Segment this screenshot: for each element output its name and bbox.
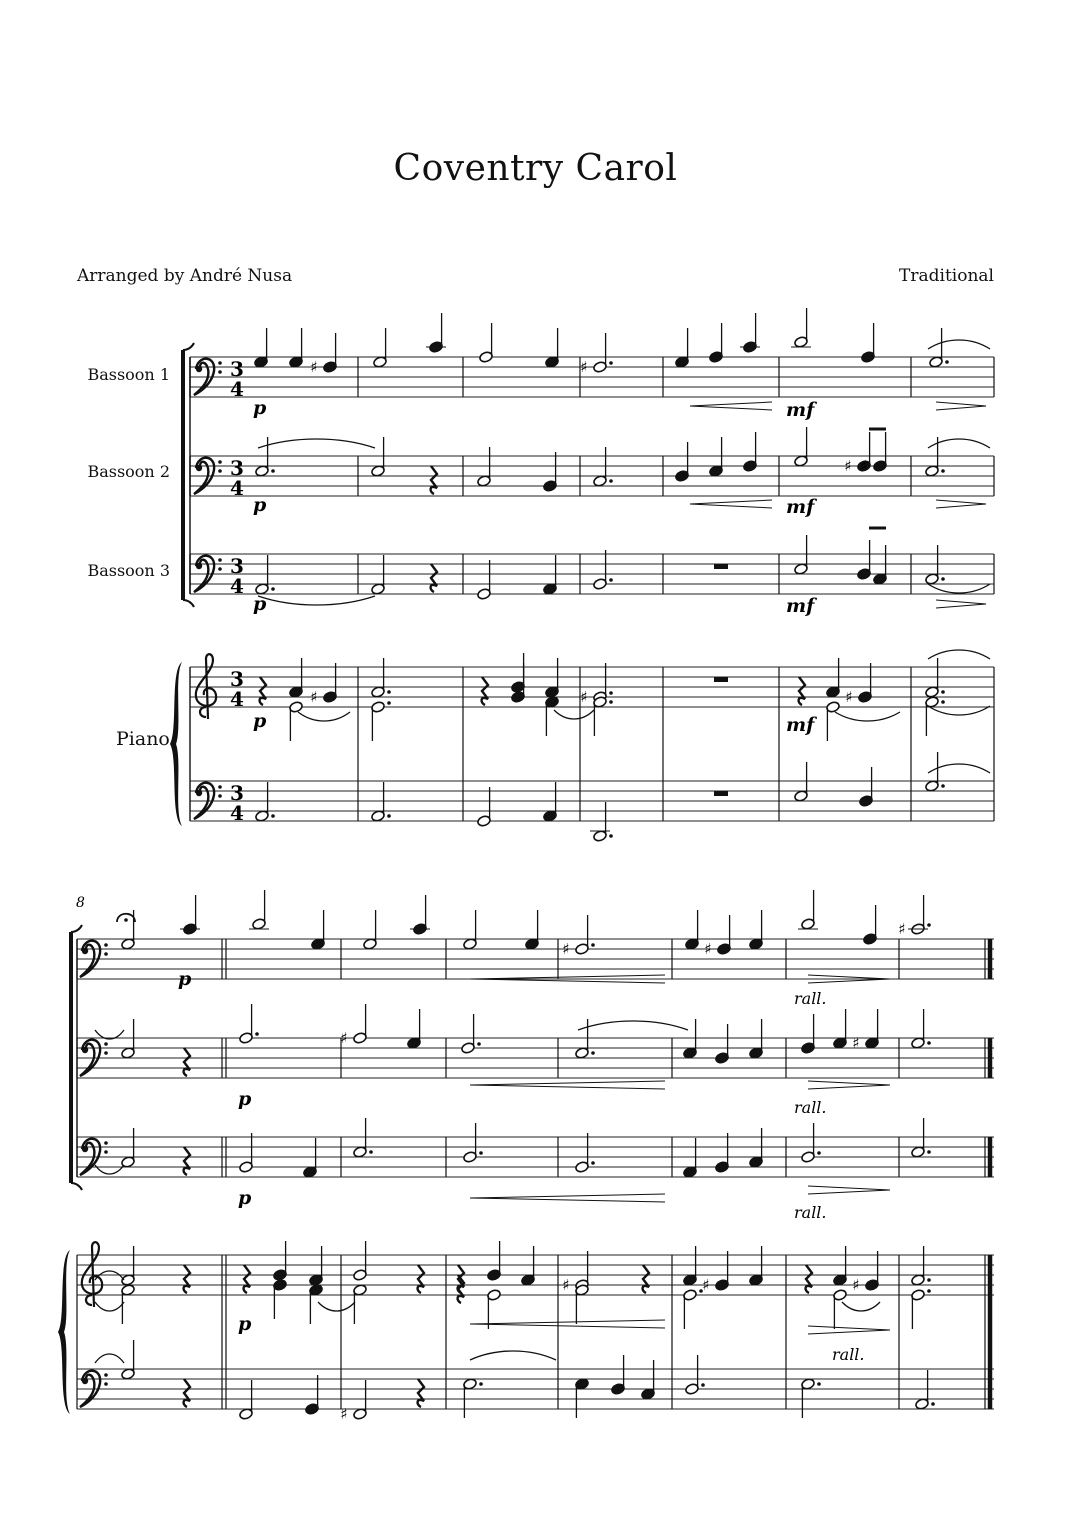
half-note — [791, 308, 811, 348]
quarter-note — [749, 1128, 764, 1168]
half-note — [353, 1241, 368, 1281]
half-note — [363, 910, 378, 950]
decrescendo-hairpin — [808, 1081, 890, 1089]
half-note — [794, 762, 809, 802]
bracket-hook — [71, 1183, 82, 1190]
half-note — [255, 437, 275, 477]
time-signature-top: 3 — [230, 554, 244, 578]
sharp-accidental-icon: ♯ — [562, 1276, 570, 1294]
half-note — [371, 555, 386, 595]
tie — [928, 584, 990, 593]
half-note — [463, 910, 478, 950]
dynamic-mf: mf — [786, 714, 815, 736]
quarter-note — [833, 1246, 848, 1286]
quarter-note — [310, 663, 337, 706]
tie — [928, 340, 990, 349]
time-signature-top: 3 — [230, 456, 244, 480]
sharp-accidental-icon: ♯ — [702, 1276, 710, 1294]
half-note — [371, 437, 386, 477]
time-signature-top: 3 — [230, 781, 244, 805]
quarter-note — [852, 1009, 879, 1052]
tie — [554, 710, 594, 719]
instrument-label-piano: Piano — [116, 728, 170, 750]
bracket-hook — [183, 343, 194, 350]
half-note — [593, 696, 613, 736]
composer-credit: Traditional — [899, 266, 994, 286]
quarter-note — [611, 1355, 626, 1395]
quarter-note — [309, 1284, 324, 1324]
quarter-rest-icon — [431, 564, 437, 592]
quarter-note — [180, 895, 200, 935]
crescendo-hairpin — [470, 1320, 665, 1328]
sharp-accidental-icon: ♯ — [845, 688, 853, 706]
dynamic-p: p — [238, 1187, 252, 1209]
half-note — [915, 1370, 935, 1410]
quarter-rest-icon — [643, 1265, 649, 1293]
half-note — [593, 447, 613, 487]
quarter-note — [309, 1246, 324, 1286]
quarter-note — [801, 1014, 816, 1054]
tie — [842, 1302, 880, 1311]
quarter-note — [303, 1138, 318, 1178]
tie — [578, 1021, 688, 1030]
tie — [298, 712, 350, 721]
half-note — [121, 1128, 136, 1168]
whole-rest-icon — [714, 677, 728, 682]
staff-lines — [77, 357, 994, 1409]
decrescendo-hairpin — [808, 1186, 890, 1194]
quarter-note — [709, 323, 724, 363]
rall-marking: rall. — [832, 1345, 865, 1364]
quarter-note — [683, 1019, 698, 1059]
tie — [258, 596, 375, 605]
sharp-accidental-icon: ♯ — [340, 1029, 348, 1047]
half-note — [477, 560, 492, 600]
half-note — [798, 890, 818, 930]
crescendo-hairpin — [470, 1081, 665, 1089]
quarter-note — [675, 328, 690, 368]
sharp-accidental-icon: ♯ — [310, 358, 318, 376]
quarter-note — [749, 1246, 764, 1286]
dynamic-p: p — [253, 593, 267, 615]
sharp-accidental-icon: ♯ — [580, 688, 588, 706]
half-note — [479, 323, 494, 363]
tie — [835, 712, 900, 721]
time-signature-bottom: 4 — [230, 687, 244, 711]
whole-rest-icon — [714, 791, 728, 796]
quarter-note — [543, 452, 558, 492]
quarter-note — [702, 1251, 729, 1294]
half-note — [911, 1118, 931, 1158]
quarter-note — [749, 910, 764, 950]
dynamic-p: p — [253, 397, 267, 419]
quarter-note — [852, 1251, 879, 1294]
dynamic-mf: mf — [786, 399, 815, 421]
time-signature-bottom: 4 — [230, 377, 244, 401]
time-signature-bottom: 4 — [230, 574, 244, 598]
time-signature-top: 3 — [230, 667, 244, 691]
quarter-note — [525, 910, 540, 950]
half-note — [580, 333, 612, 376]
half-note — [463, 1378, 483, 1418]
half-note — [911, 1009, 931, 1049]
half-note — [121, 1246, 136, 1286]
half-note — [255, 555, 275, 595]
sharp-accidental-icon: ♯ — [898, 920, 906, 938]
tie — [318, 1302, 355, 1311]
quarter-note — [311, 910, 326, 950]
quarter-note — [845, 663, 872, 706]
quarter-note — [685, 910, 700, 950]
dynamic-p: p — [238, 1313, 252, 1335]
dynamic-p: p — [178, 968, 192, 990]
instrument-label-bassoon-3: Bassoon 3 — [87, 561, 170, 580]
quarter-note — [704, 915, 731, 958]
quarter-note — [545, 658, 560, 698]
measure-number: 8 — [76, 895, 85, 911]
quarter-rest-icon — [244, 1265, 250, 1293]
half-note — [575, 1019, 595, 1059]
sharp-accidental-icon: ♯ — [704, 940, 712, 958]
half-note — [289, 701, 304, 741]
sharp-accidental-icon: ♯ — [310, 688, 318, 706]
half-note — [929, 328, 949, 368]
quarter-note — [575, 1378, 590, 1418]
dynamic-p: p — [253, 494, 267, 516]
quarter-note — [683, 1246, 698, 1286]
quarter-note — [709, 437, 724, 477]
half-note — [249, 890, 269, 930]
half-note — [239, 1133, 254, 1173]
dynamic-p: p — [253, 710, 267, 732]
quarter-note — [305, 1375, 320, 1415]
time-signature-bottom: 4 — [230, 476, 244, 500]
half-note — [371, 658, 391, 698]
dynamic-mf: mf — [786, 496, 815, 518]
arranger-credit: Arranged by André Nusa — [77, 266, 293, 286]
decrescendo-hairpin — [808, 1326, 890, 1334]
expression-marks — [76, 340, 990, 1364]
quarter-note — [861, 323, 876, 363]
decrescendo-hairpin — [936, 500, 986, 508]
tie — [470, 1351, 556, 1360]
barlines — [77, 357, 994, 1409]
half-note — [898, 895, 930, 938]
quarter-rest-icon — [184, 1265, 190, 1293]
tie — [258, 439, 375, 448]
quarter-note — [426, 313, 446, 353]
rall-marking: rall. — [794, 989, 827, 1008]
half-note — [353, 1118, 373, 1158]
quarter-note — [410, 895, 430, 935]
half-note — [562, 915, 594, 958]
sharp-accidental-icon: ♯ — [852, 1034, 860, 1052]
half-note — [925, 437, 945, 477]
quarter-note — [310, 333, 337, 376]
half-note — [794, 427, 809, 467]
half-note — [911, 1246, 931, 1286]
half-note — [826, 701, 841, 741]
tie — [95, 1165, 124, 1174]
rall-marking: rall. — [794, 1098, 827, 1117]
piano-brace — [170, 662, 182, 826]
quarter-rest-icon — [806, 1265, 812, 1293]
sharp-accidental-icon: ♯ — [860, 457, 868, 475]
quarter-rest-icon — [184, 1048, 190, 1076]
quarter-note — [715, 1133, 730, 1173]
quarter-note — [487, 1241, 502, 1281]
tie — [928, 650, 990, 659]
tie — [95, 1354, 124, 1363]
half-note — [239, 1380, 254, 1420]
instrument-label-bassoon-1: Bassoon 1 — [87, 365, 170, 384]
quarter-note — [833, 1009, 848, 1049]
eighth-note — [873, 545, 888, 585]
quarter-note — [545, 696, 560, 736]
quarter-note — [675, 442, 690, 482]
crescendo-hairpin — [690, 500, 772, 508]
quarter-note — [543, 555, 558, 595]
crescendo-hairpin — [470, 1194, 665, 1202]
quarter-note — [859, 767, 874, 807]
sharp-accidental-icon: ♯ — [340, 1405, 348, 1423]
half-note — [925, 696, 945, 736]
quarter-note — [543, 782, 558, 822]
instrument-label-bassoon-2: Bassoon 2 — [87, 462, 170, 481]
quarter-note — [683, 1138, 698, 1178]
bracket-hook — [71, 925, 82, 932]
quarter-note — [545, 328, 560, 368]
half-note — [340, 1380, 367, 1423]
decrescendo-hairpin — [936, 600, 986, 608]
half-note — [833, 1289, 848, 1329]
quarter-note — [863, 905, 878, 945]
half-note — [575, 1284, 590, 1324]
quarter-rest-icon — [260, 677, 266, 705]
sharp-accidental-icon: ♯ — [852, 1276, 860, 1294]
rall-marking: rall. — [794, 1203, 827, 1222]
quarter-note — [254, 328, 269, 368]
system-brackets — [58, 343, 194, 1414]
score-title: Coventry Carol — [393, 148, 678, 189]
half-note — [340, 1004, 367, 1047]
half-note — [925, 658, 945, 698]
quarter-rest-icon — [418, 1265, 424, 1293]
piano-brace — [58, 1250, 70, 1414]
quarter-rest-icon — [799, 677, 805, 705]
sharp-accidental-icon: ♯ — [580, 358, 588, 376]
quarter-note — [749, 1019, 764, 1059]
crescendo-hairpin — [690, 402, 772, 410]
clefs — [80, 359, 222, 1407]
quarter-note — [740, 313, 760, 353]
half-note — [801, 1378, 821, 1418]
half-note — [373, 328, 388, 368]
half-note — [371, 782, 391, 822]
half-note — [477, 787, 492, 827]
quarter-note — [289, 658, 304, 698]
quarter-rest-icon — [482, 677, 488, 705]
quarter-rest-icon — [431, 466, 437, 494]
quarter-note — [273, 1241, 288, 1281]
eighth-note — [857, 540, 872, 580]
half-note — [477, 447, 492, 487]
quarter-note — [289, 328, 304, 368]
quarter-note — [407, 1009, 422, 1049]
time-signature-bottom: 4 — [230, 801, 244, 825]
quarter-rest-icon — [184, 1379, 190, 1407]
decrescendo-hairpin — [936, 402, 986, 410]
quarter-note — [743, 432, 758, 472]
quarter-note — [715, 1024, 730, 1064]
half-note — [925, 752, 945, 792]
quarter-note — [521, 1246, 536, 1286]
half-note — [121, 1019, 136, 1059]
half-note — [353, 1284, 368, 1324]
quarter-rest-icon — [184, 1147, 190, 1175]
time-signature-top: 3 — [230, 357, 244, 381]
quarter-rest-icon — [418, 1379, 424, 1407]
dynamic-p: p — [238, 1088, 252, 1110]
tie — [95, 1302, 124, 1311]
bracket-hook — [183, 600, 194, 607]
dynamic-mf: mf — [786, 595, 815, 617]
fermata-icon — [117, 914, 135, 922]
half-note — [255, 782, 275, 822]
quarter-note — [641, 1360, 656, 1400]
half-note — [121, 1340, 136, 1380]
eighth-note — [860, 432, 887, 475]
sharp-accidental-icon: ♯ — [844, 457, 852, 475]
half-note — [794, 535, 809, 575]
half-note — [590, 802, 613, 842]
sharp-accidental-icon: ♯ — [562, 940, 570, 958]
quarter-note — [273, 1279, 288, 1319]
half-note — [925, 545, 945, 585]
quarter-note — [826, 658, 841, 698]
notes — [121, 308, 949, 1423]
whole-rest-icon — [714, 564, 728, 569]
